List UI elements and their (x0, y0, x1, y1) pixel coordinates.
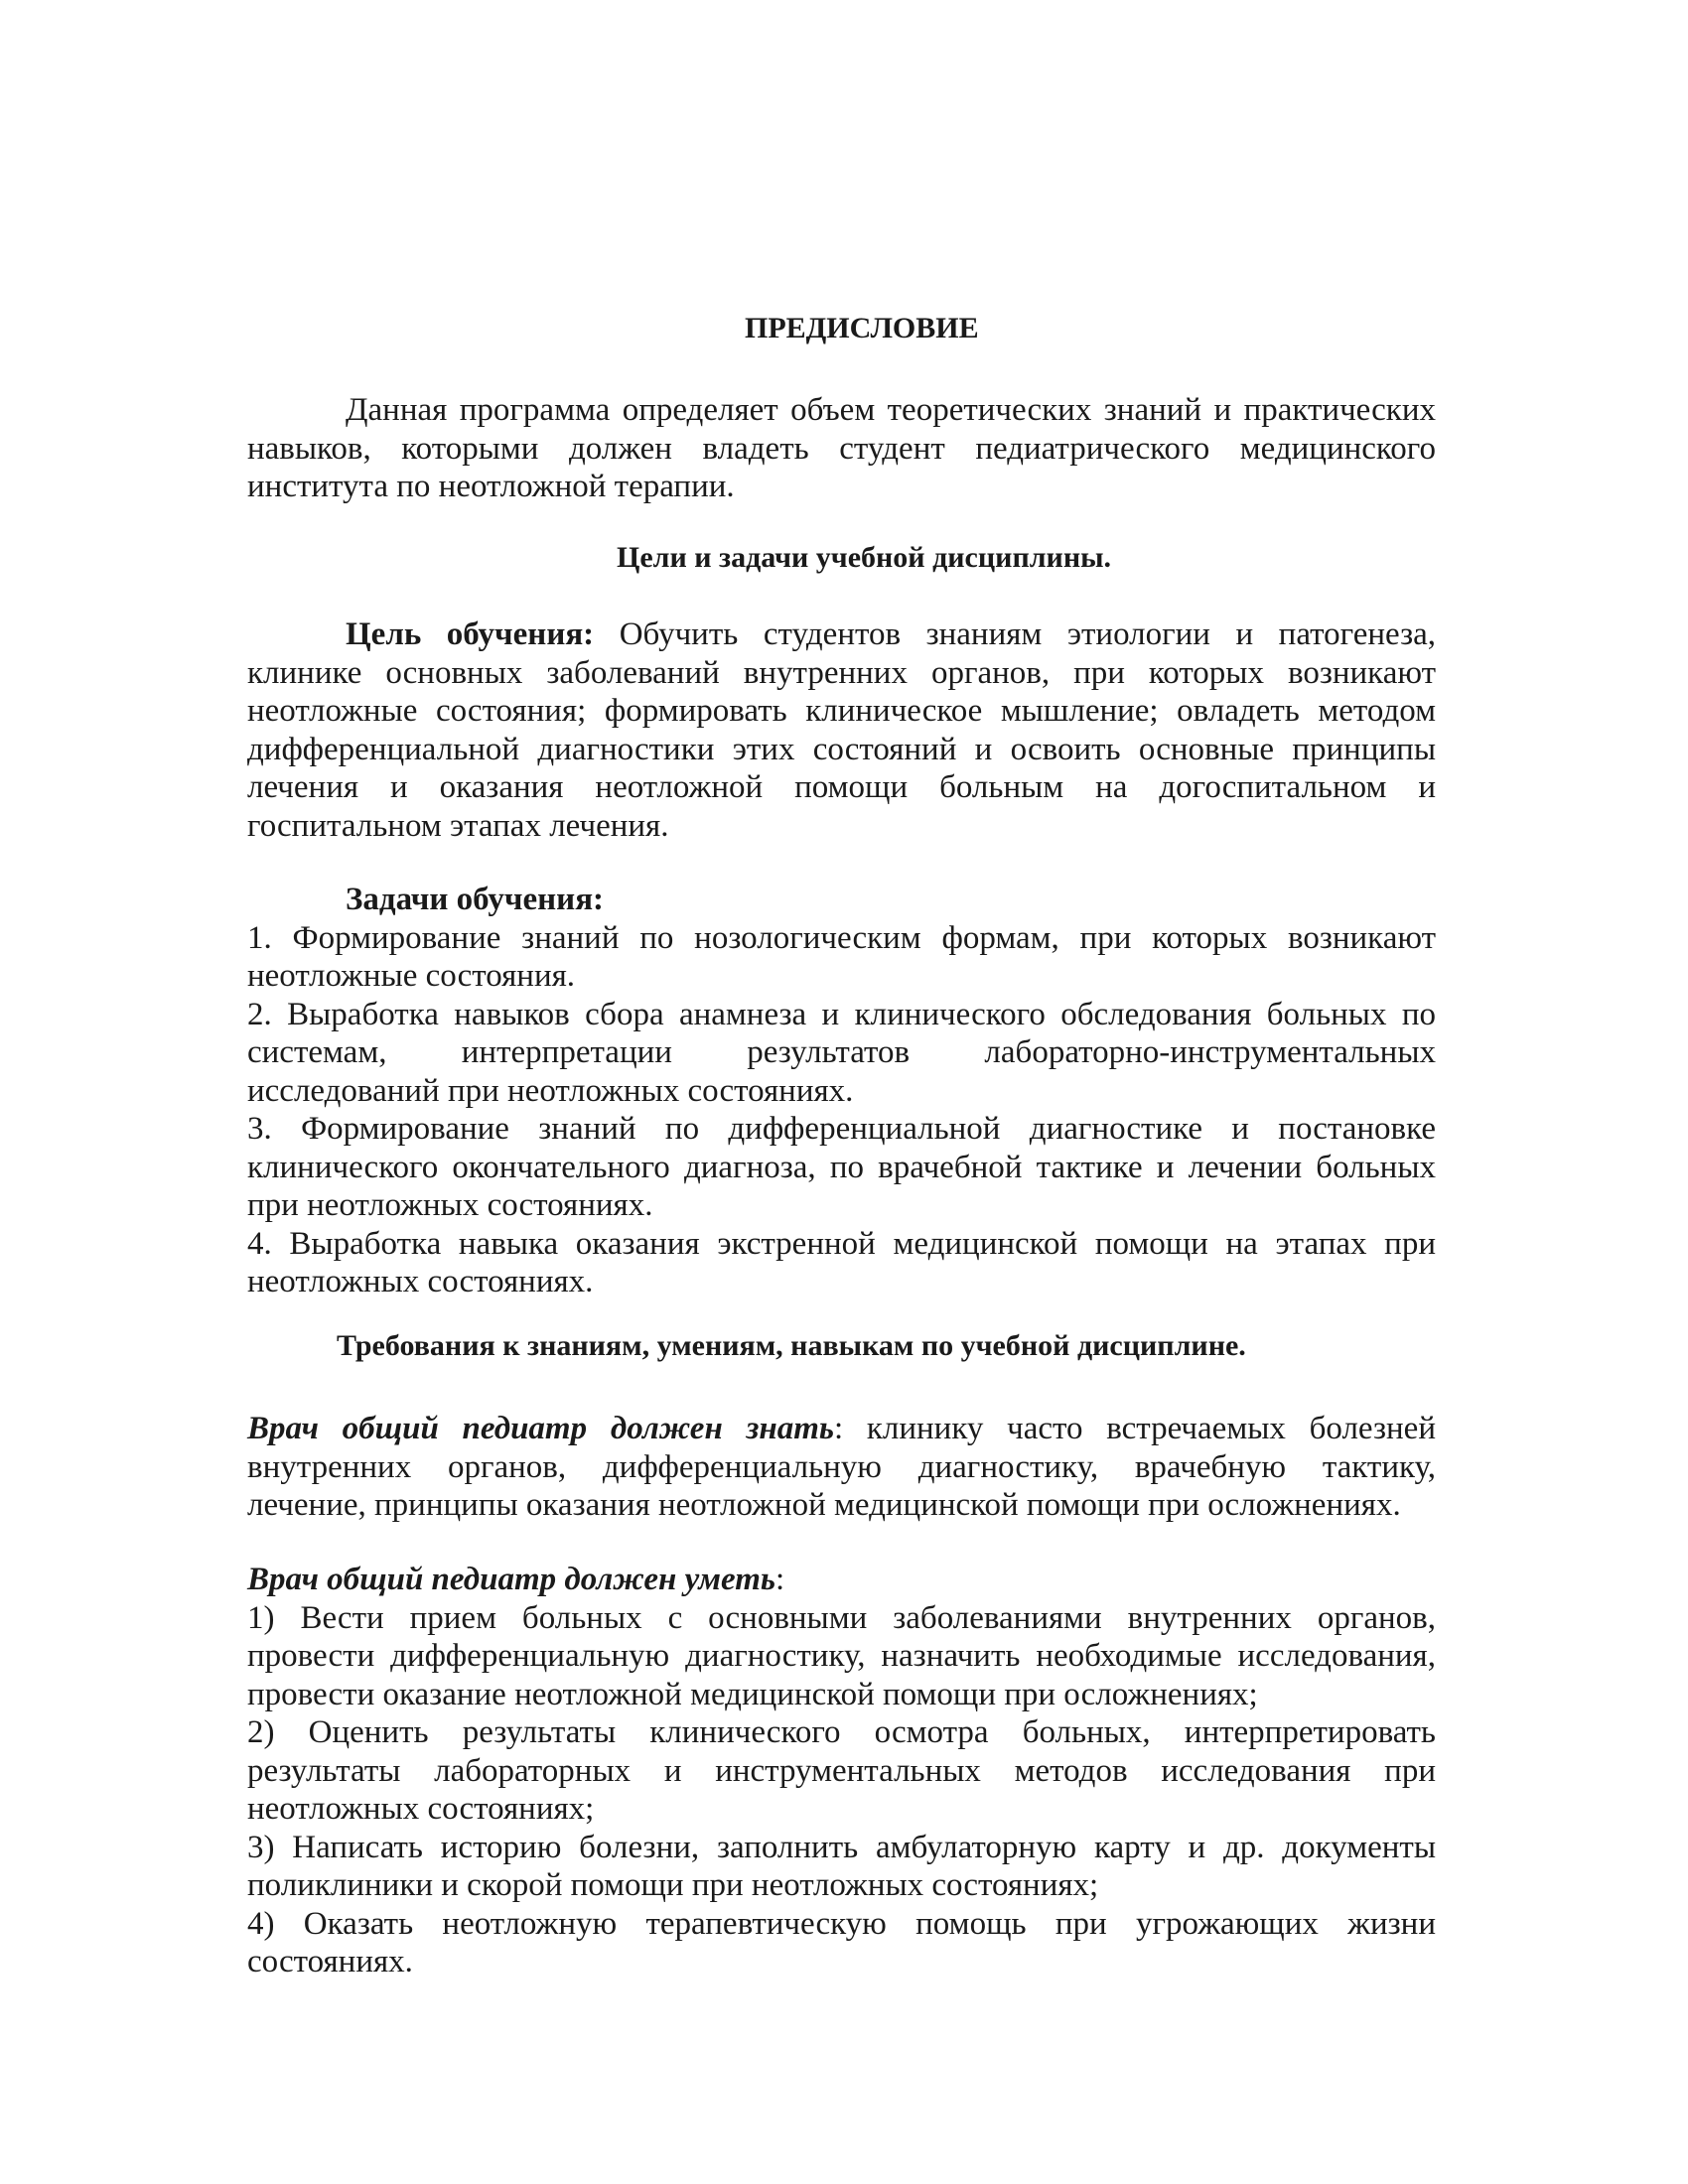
aim-first-line (247, 615, 1436, 654)
know-line: лечение, принципы оказания неотложной медицинской помощи при осложнениях. (247, 1487, 1401, 1523)
aim-label: Цель обучения: (346, 616, 595, 652)
can-suffix: : (774, 1562, 785, 1597)
know-line: внутренних органов, дифференциальную диагностику, врачебную тактику, (247, 1448, 1436, 1485)
skill-line: 1) Вести прием больных с основными заболеваниями внутренних органов, (247, 1599, 1436, 1636)
know-first-line (247, 1410, 1436, 1448)
skill-line: 2) Оценить результаты клинического осмотра больных, интерпретировать (247, 1714, 1436, 1750)
tasks-section (247, 881, 1436, 1301)
task-line: неотложных состояниях. (247, 1264, 594, 1299)
tasks-label: Задачи обучения: (346, 882, 605, 917)
know-paragraph (247, 1410, 1436, 1525)
aim-line: неотложные состояния; формировать клиническое мышление; овладеть методом (247, 693, 1436, 729)
task-line: неотложные состояния. (247, 958, 576, 994)
task-line: 2. Выработка навыков сбора анамнеза и клинического обследования больных по (247, 996, 1436, 1032)
can-section (247, 1561, 1436, 1981)
skill-line: 3) Написать историю болезни, заполнить амбулаторную карту и др. документы (247, 1829, 1436, 1865)
task-line: при неотложных состояниях. (247, 1187, 653, 1223)
can-label-line (247, 1561, 1436, 1599)
aim-paragraph (247, 615, 1436, 845)
goals-title: Цели и задачи учебной дисциплины. (617, 541, 1112, 574)
skill-line: провести оказание неотложной медицинской помощи при осложнениях; (247, 1676, 1258, 1712)
skill-line: провести дифференциальную диагностику, назначить необходимые исследования, (247, 1638, 1436, 1674)
preface-line: Данная программа определяет объем теоретических знаний и практических (346, 392, 1436, 428)
skill-line: состояниях. (247, 1944, 413, 1979)
know-label: Врач общий педиатр должен знать (247, 1411, 834, 1446)
know-first-text: : клинику часто встречаемых болезней (833, 1411, 1436, 1446)
skill-line: поликлиники и скорой помощи при неотложных состояниях; (247, 1867, 1099, 1903)
skill-line: неотложных состояниях; (247, 1791, 595, 1827)
aim-line: клинике основных заболеваний внутренних органов, при которых возникают (247, 654, 1436, 691)
preface-paragraph (247, 391, 1436, 506)
task-line: исследований при неотложных состояниях. (247, 1072, 854, 1109)
aim-line: дифференциальной диагностики этих состояний и освоить основные принципы (247, 731, 1436, 767)
aim-line: госпитальном этапах лечения. (247, 807, 669, 844)
aim-line: лечения и оказания неотложной помощи больным на догоспитальном и (247, 769, 1436, 805)
skill-line: результаты лабораторных и инструментальных методов исследования при (247, 1752, 1436, 1789)
requirements-title: Требования к знаниям, умениям, навыкам по учебной дисциплине. (337, 1329, 1246, 1362)
task-line: 1. Формирование знаний по нозологическим формам, при которых возникают (247, 919, 1436, 956)
skill-line: 4) Оказать неотложную терапевтическую помощь при угрожающих жизни (247, 1905, 1436, 1942)
preface-line: навыков, которыми должен владеть студент педиатрического медицинского (247, 430, 1436, 467)
task-line: клинического окончательного диагноза, по врачебной тактике и лечении больных (247, 1149, 1436, 1185)
task-line: системам, интерпретации результатов лабораторно-инструментальных (247, 1034, 1436, 1070)
preface-line: института по неотложной терапии. (247, 469, 735, 504)
can-label: Врач общий педиатр должен уметь (247, 1562, 775, 1597)
aim-first-text: Обучить студентов знаниям этиологии и патогенеза, (619, 616, 1437, 652)
task-line: 4. Выработка навыка оказания экстренной медицинской помощи на этапах при (247, 1225, 1436, 1262)
task-line: 3. Формирование знаний по дифференциальной диагностике и постановке (247, 1111, 1436, 1147)
preface-title: ПРЕДИСЛОВИЕ (745, 312, 979, 344)
